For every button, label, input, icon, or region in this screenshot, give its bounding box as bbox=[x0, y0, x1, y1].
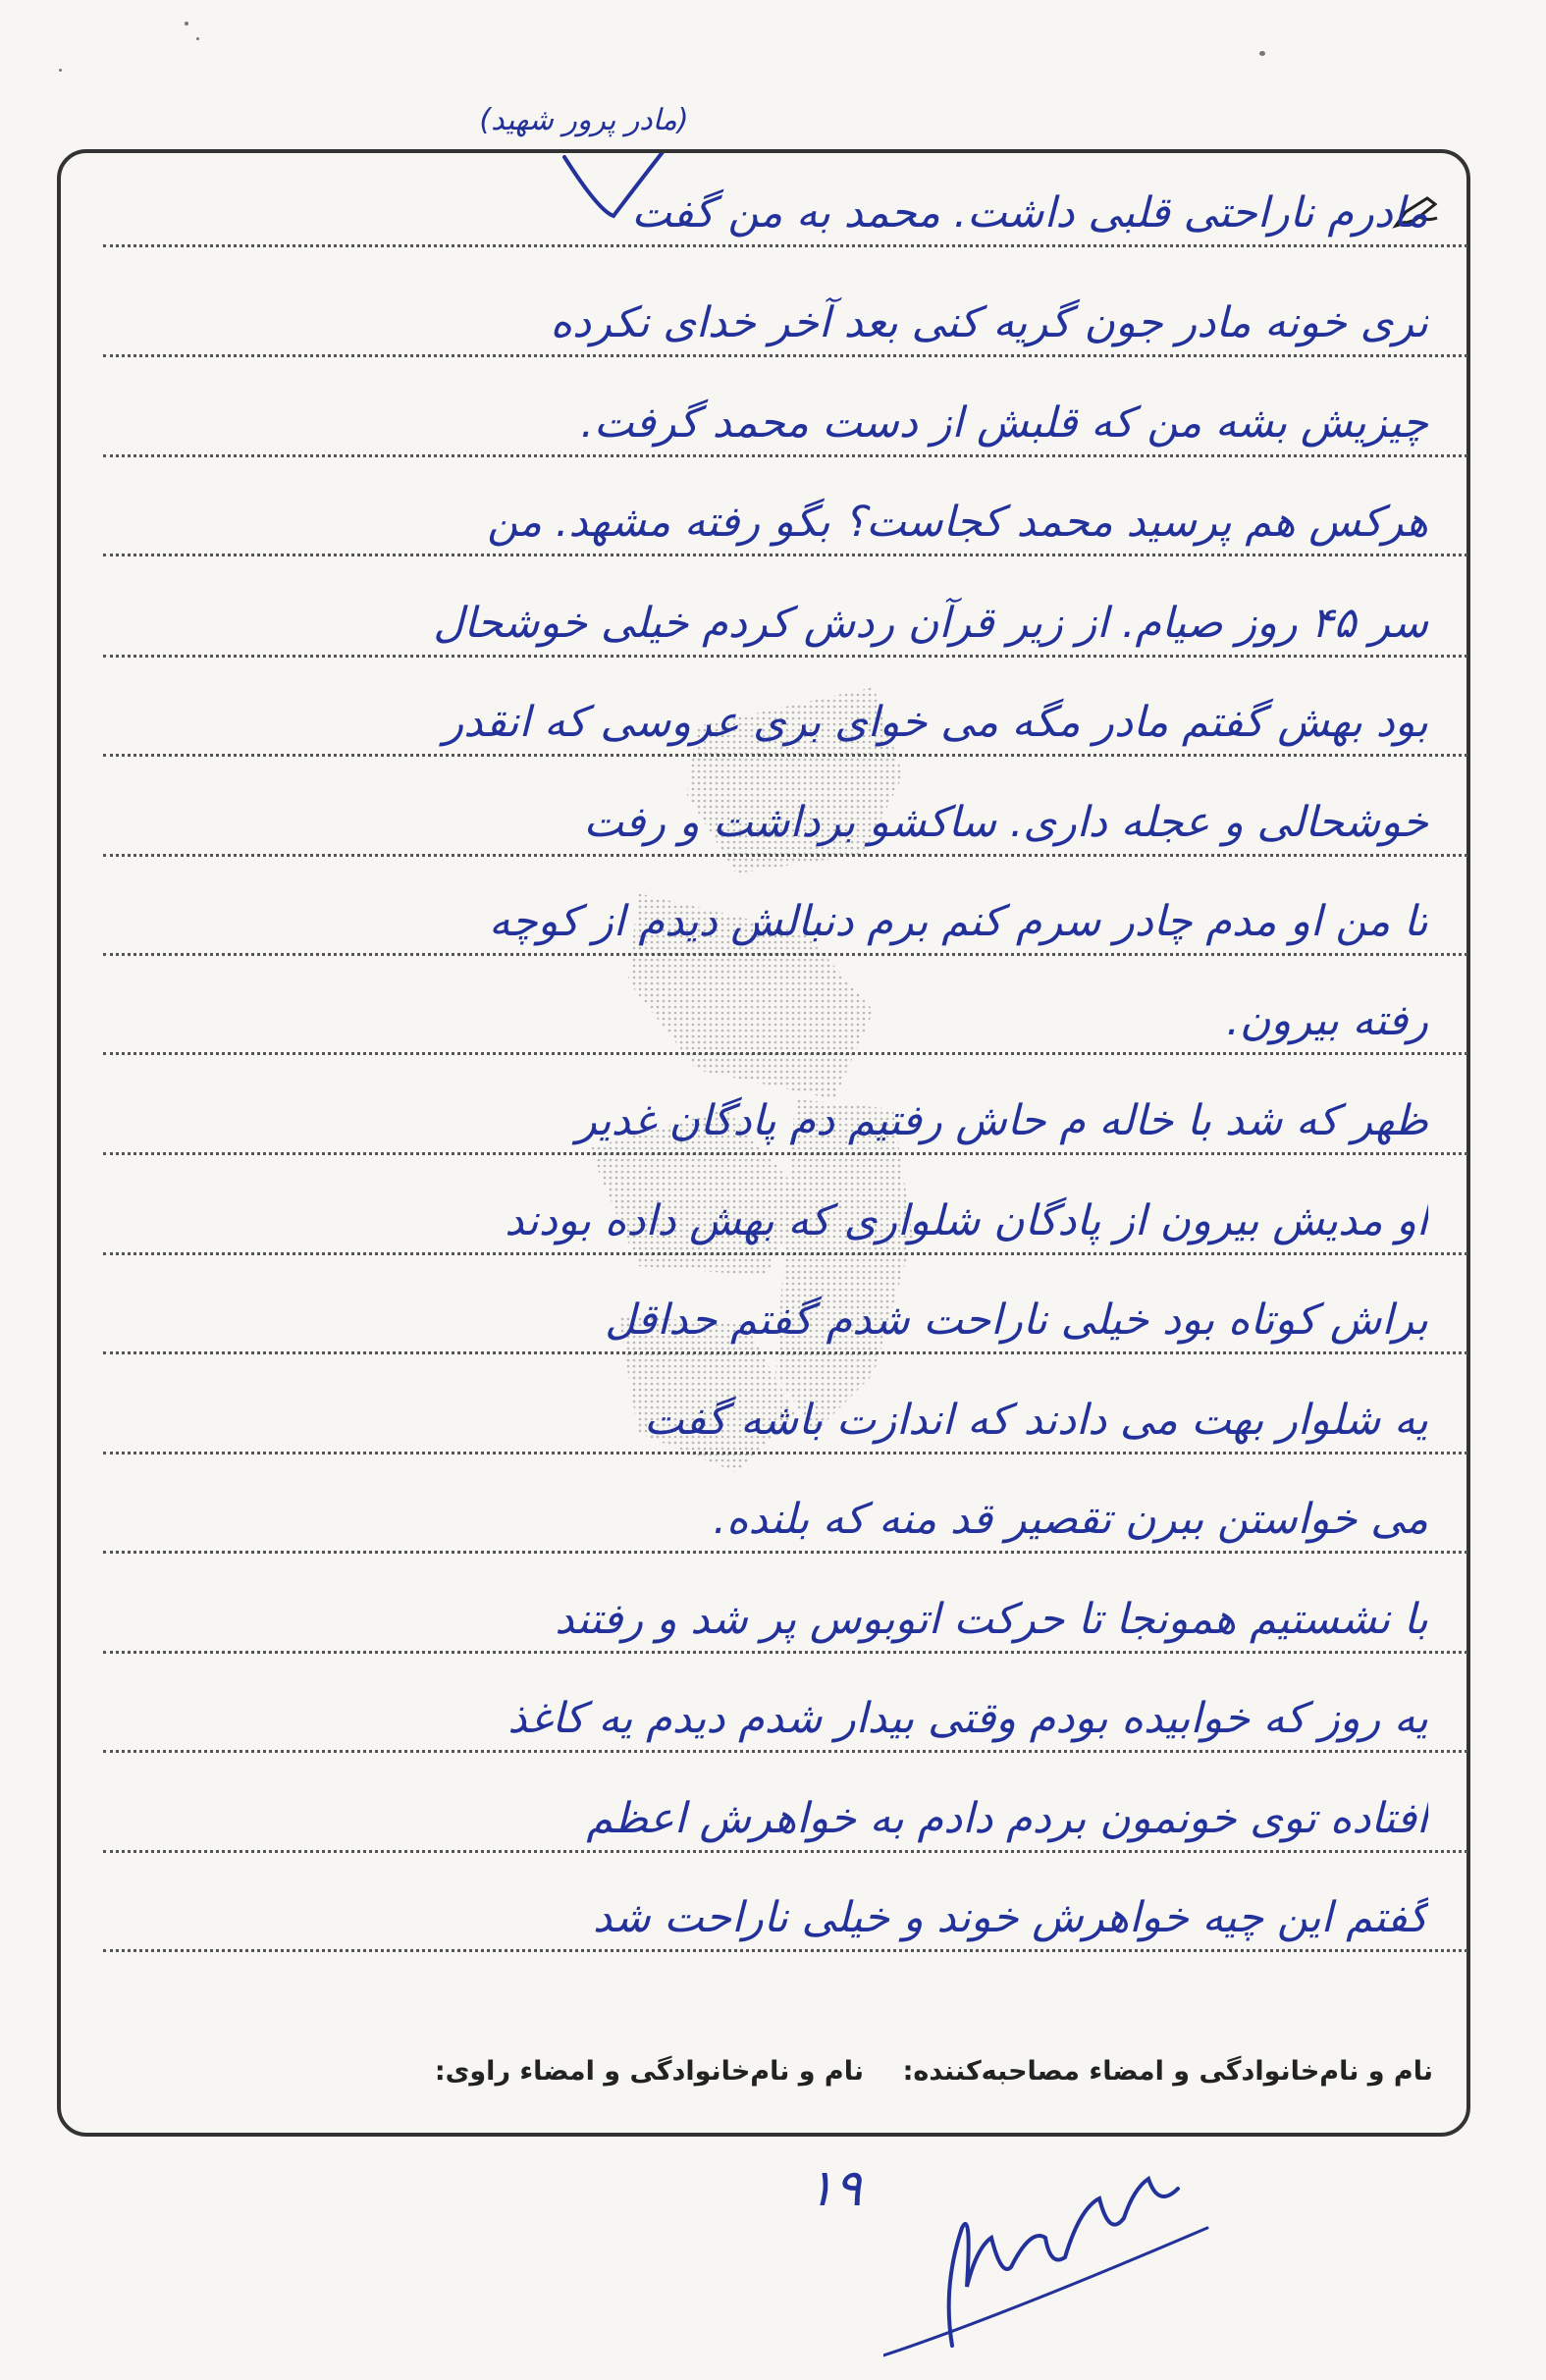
dotted-rule bbox=[103, 1551, 1467, 1554]
text-line-12 bbox=[103, 1292, 1467, 1360]
handwritten-line: چیزیش بشه من که قلبش از دست محمد گرفت. bbox=[580, 398, 1428, 448]
dotted-rule bbox=[103, 1850, 1467, 1853]
text-line-10 bbox=[103, 1092, 1467, 1161]
text-line-16 bbox=[103, 1690, 1467, 1759]
dotted-rule bbox=[103, 854, 1467, 857]
page-number: ۱۹ bbox=[807, 2159, 862, 2218]
text-line-17 bbox=[103, 1790, 1467, 1859]
dotted-rule bbox=[103, 1252, 1467, 1255]
dotted-rule bbox=[103, 1949, 1467, 1952]
handwritten-line: گفتم این چیه خواهرش خوند و خیلی ناراحت شد bbox=[593, 1893, 1428, 1942]
text-line-1 bbox=[103, 185, 1467, 253]
handwritten-line: خوشحالی و عجله داری. ساکشو برداشت و رفت bbox=[583, 798, 1428, 847]
scan-speck bbox=[59, 69, 62, 72]
header-note: (مادر پرور شهید) bbox=[479, 102, 689, 137]
dotted-rule bbox=[103, 655, 1467, 658]
dotted-rule bbox=[103, 454, 1467, 457]
dotted-rule bbox=[103, 953, 1467, 956]
footer-labels bbox=[79, 2056, 1433, 2105]
handwritten-line: افتاده توی خونمون بردم دادم به خواهرش اعظم bbox=[586, 1794, 1428, 1843]
handwritten-line: ظهر که شد با خاله م حاش رفتیم دم پادگان غدیر bbox=[575, 1096, 1428, 1145]
handwritten-line: سر ۴۵ روز صیام. از زیر قرآن ردش کردم خیلی خوشحال bbox=[433, 599, 1428, 648]
dotted-rule bbox=[103, 754, 1467, 757]
handwritten-line: براش کوتاه بود خیلی ناراحت شدم گفتم حداقل bbox=[605, 1296, 1428, 1345]
interviewer-label: نام و نام‌خانوادگی و امضاء مصاحبه‌کننده: bbox=[902, 2056, 1433, 2087]
dotted-rule bbox=[103, 1452, 1467, 1454]
text-line-5 bbox=[103, 595, 1467, 663]
dotted-rule bbox=[103, 1750, 1467, 1753]
scan-speck bbox=[196, 37, 199, 40]
handwritten-line: تا من او مدم چادر سرم کنم برم دنبالش دیدم از کوچه bbox=[489, 897, 1428, 946]
scan-speck bbox=[1259, 51, 1265, 56]
handwritten-line: بود بهش گفتم مادر مگه می خوای بری عروسی که انقدر bbox=[443, 698, 1428, 747]
handwritten-line: هرکس هم پرسید محمد کجاست؟ بگو رفته مشهد. من bbox=[487, 498, 1428, 547]
text-line-13 bbox=[103, 1392, 1467, 1460]
handwritten-signature bbox=[883, 2169, 1237, 2365]
dotted-rule bbox=[103, 1052, 1467, 1055]
text-line-15 bbox=[103, 1591, 1467, 1660]
handwritten-line: مادرم ناراحتی قلبی داشت. محمد به من گفت bbox=[631, 188, 1428, 238]
text-line-9 bbox=[103, 992, 1467, 1061]
text-line-11 bbox=[103, 1192, 1467, 1261]
handwritten-line: یه روز که خوابیده بودم وقتی بیدار شدم دیدم یه کاغذ bbox=[507, 1694, 1428, 1743]
handwritten-line: با نشستیم همونجا تا حرکت اتوبوس پر شد و رفتند bbox=[555, 1595, 1428, 1644]
dotted-rule bbox=[103, 1152, 1467, 1155]
handwritten-line: می خواستن ببرن تقصیر قد منه که بلنده. bbox=[713, 1495, 1428, 1544]
handwritten-line: یه شلوار بهت می دادند که اندازت باشه گفت bbox=[643, 1396, 1428, 1445]
text-line-7 bbox=[103, 794, 1467, 863]
handwritten-line: رفته بیرون. bbox=[1226, 996, 1428, 1045]
text-line-8 bbox=[103, 893, 1467, 962]
text-line-18 bbox=[103, 1889, 1467, 1958]
text-line-2 bbox=[103, 294, 1467, 363]
dotted-rule bbox=[103, 554, 1467, 556]
text-line-3 bbox=[103, 395, 1467, 463]
handwritten-line: او مدیش بیرون از پادگان شلواری که بهش داده بودند bbox=[505, 1196, 1428, 1245]
text-line-4 bbox=[103, 494, 1467, 562]
dotted-rule bbox=[103, 244, 1467, 247]
dotted-rule bbox=[103, 354, 1467, 357]
narrator-label: نام و نام‌خانوادگی و امضاء راوی: bbox=[434, 2056, 864, 2087]
scan-speck bbox=[185, 22, 188, 26]
text-line-14 bbox=[103, 1491, 1467, 1560]
dotted-rule bbox=[103, 1651, 1467, 1654]
text-line-6 bbox=[103, 694, 1467, 763]
handwritten-line: نری خونه مادر جون گریه کنی بعد آخر خدای نکرده bbox=[550, 298, 1428, 347]
dotted-rule bbox=[103, 1351, 1467, 1354]
